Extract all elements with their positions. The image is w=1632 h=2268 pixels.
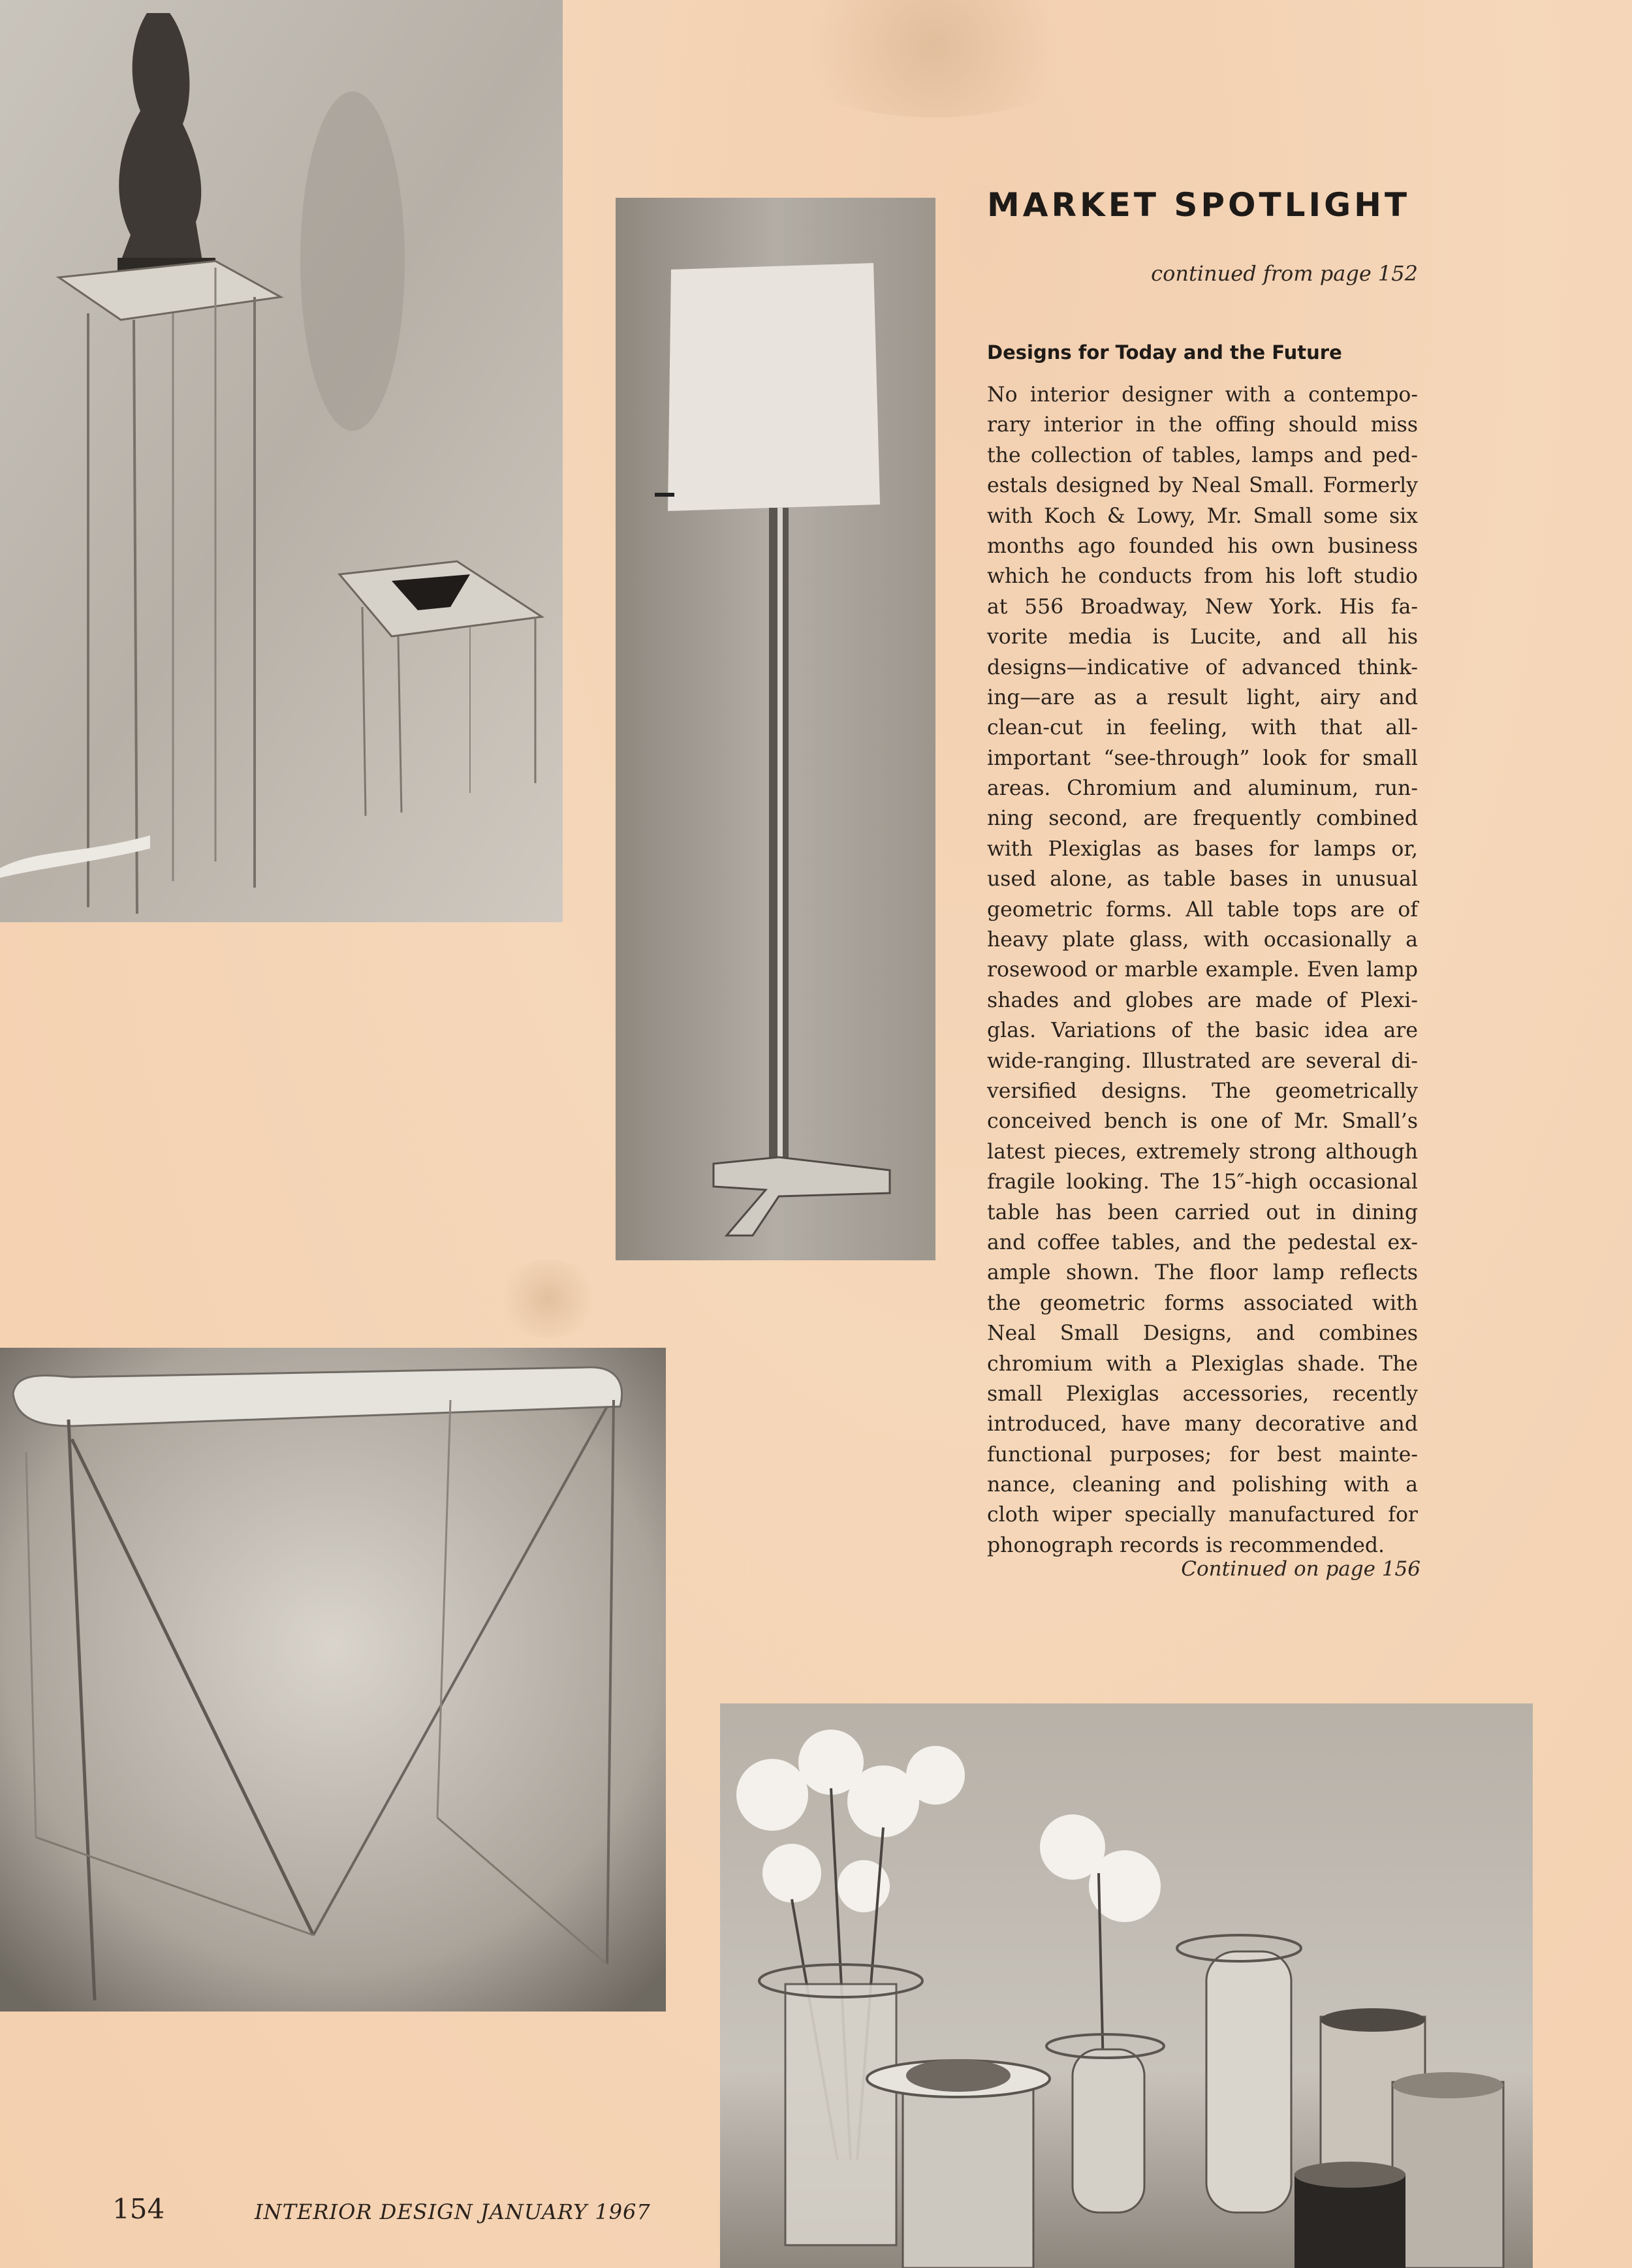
page-number: 154 <box>112 2193 165 2225</box>
body-line: rosewood or marble example. Even lamp <box>987 958 1418 982</box>
body-line: table has been carried out in dining <box>987 1200 1418 1224</box>
body-line: clean-cut in feeling, with that all- <box>987 716 1418 740</box>
body-line: and coffee tables, and the pedestal ex- <box>987 1230 1418 1254</box>
body-line: which he conducts from his loft studio <box>987 565 1418 589</box>
body-line: important “see-through” look for small <box>987 746 1418 770</box>
body-line: vorite media is Lucite, and all his <box>987 625 1418 649</box>
body-line: shades and globes are made of Plexi- <box>987 988 1418 1012</box>
body-line: introduced, have many decorative and <box>987 1412 1418 1437</box>
body-line: ning second, are frequently combined <box>987 807 1418 831</box>
body-line: with Plexiglas as bases for lamps or, <box>987 837 1418 861</box>
pedestals-photo <box>0 0 563 922</box>
article-subheading: Designs for Today and the Future <box>987 341 1342 364</box>
body-line: small Plexiglas accessories, recently <box>987 1382 1418 1406</box>
body-line: conceived bench is one of Mr. Small’s <box>987 1110 1418 1134</box>
body-line: nance, cleaning and polishing with a <box>987 1473 1418 1497</box>
accessories-photo <box>720 1703 1533 2268</box>
body-line: at 556 Broadway, New York. His fa- <box>987 595 1418 619</box>
body-line: versified designs. The geometrically <box>987 1079 1418 1103</box>
body-line: cloth wiper specially manufactured for <box>987 1503 1418 1527</box>
body-line: months ago founded his own business <box>987 534 1418 558</box>
body-line: the collection of tables, lamps and ped- <box>987 443 1418 467</box>
continued-on-note: Continued on page 156 <box>1181 1557 1420 1581</box>
paper-stain <box>496 1260 601 1338</box>
body-line: used alone, as table bases in unusual <box>987 867 1418 892</box>
body-line: ing—are as a result light, airy and <box>987 685 1418 709</box>
body-line: chromium with a Plexiglas shade. The <box>987 1352 1418 1376</box>
body-line: phonograph records is recommended. <box>987 1533 1385 1557</box>
body-line: functional purposes; for best mainte- <box>987 1442 1418 1467</box>
body-line: rary interior in the offing should miss <box>987 413 1418 437</box>
continued-from-note: continued from page 152 <box>1151 261 1418 286</box>
bench-photo <box>0 1348 666 2012</box>
body-line: geometric forms. All table tops are of <box>987 897 1418 922</box>
body-line: areas. Chromium and aluminum, run- <box>987 777 1418 801</box>
body-line: estals designed by Neal Small. Formerly <box>987 474 1418 498</box>
body-line: the geometric forms associated with <box>987 1291 1418 1315</box>
body-line: with Koch & Lowy, Mr. Small some six <box>987 504 1418 528</box>
body-line: ample shown. The floor lamp reflects <box>987 1261 1418 1285</box>
body-line: Neal Small Designs, and combines <box>987 1322 1418 1346</box>
body-line: fragile looking. The 15″-high occasional <box>987 1170 1418 1194</box>
floor-lamp-photo <box>616 198 935 1260</box>
magazine-credit: INTERIOR DESIGN JANUARY 1967 <box>255 2199 651 2224</box>
body-line: latest pieces, extremely strong although <box>987 1140 1418 1164</box>
body-line: wide-ranging. Illustrated are several di- <box>987 1049 1418 1073</box>
section-heading: MARKET SPOTLIGHT <box>987 186 1411 224</box>
body-line: glas. Variations of the basic idea are <box>987 1019 1418 1043</box>
body-line: heavy plate glass, with occasionally a <box>987 928 1418 952</box>
body-line: No interior designer with a contempo- <box>987 383 1418 407</box>
body-line: designs—indicative of advanced think- <box>987 655 1418 679</box>
article-body <box>987 380 1418 1561</box>
